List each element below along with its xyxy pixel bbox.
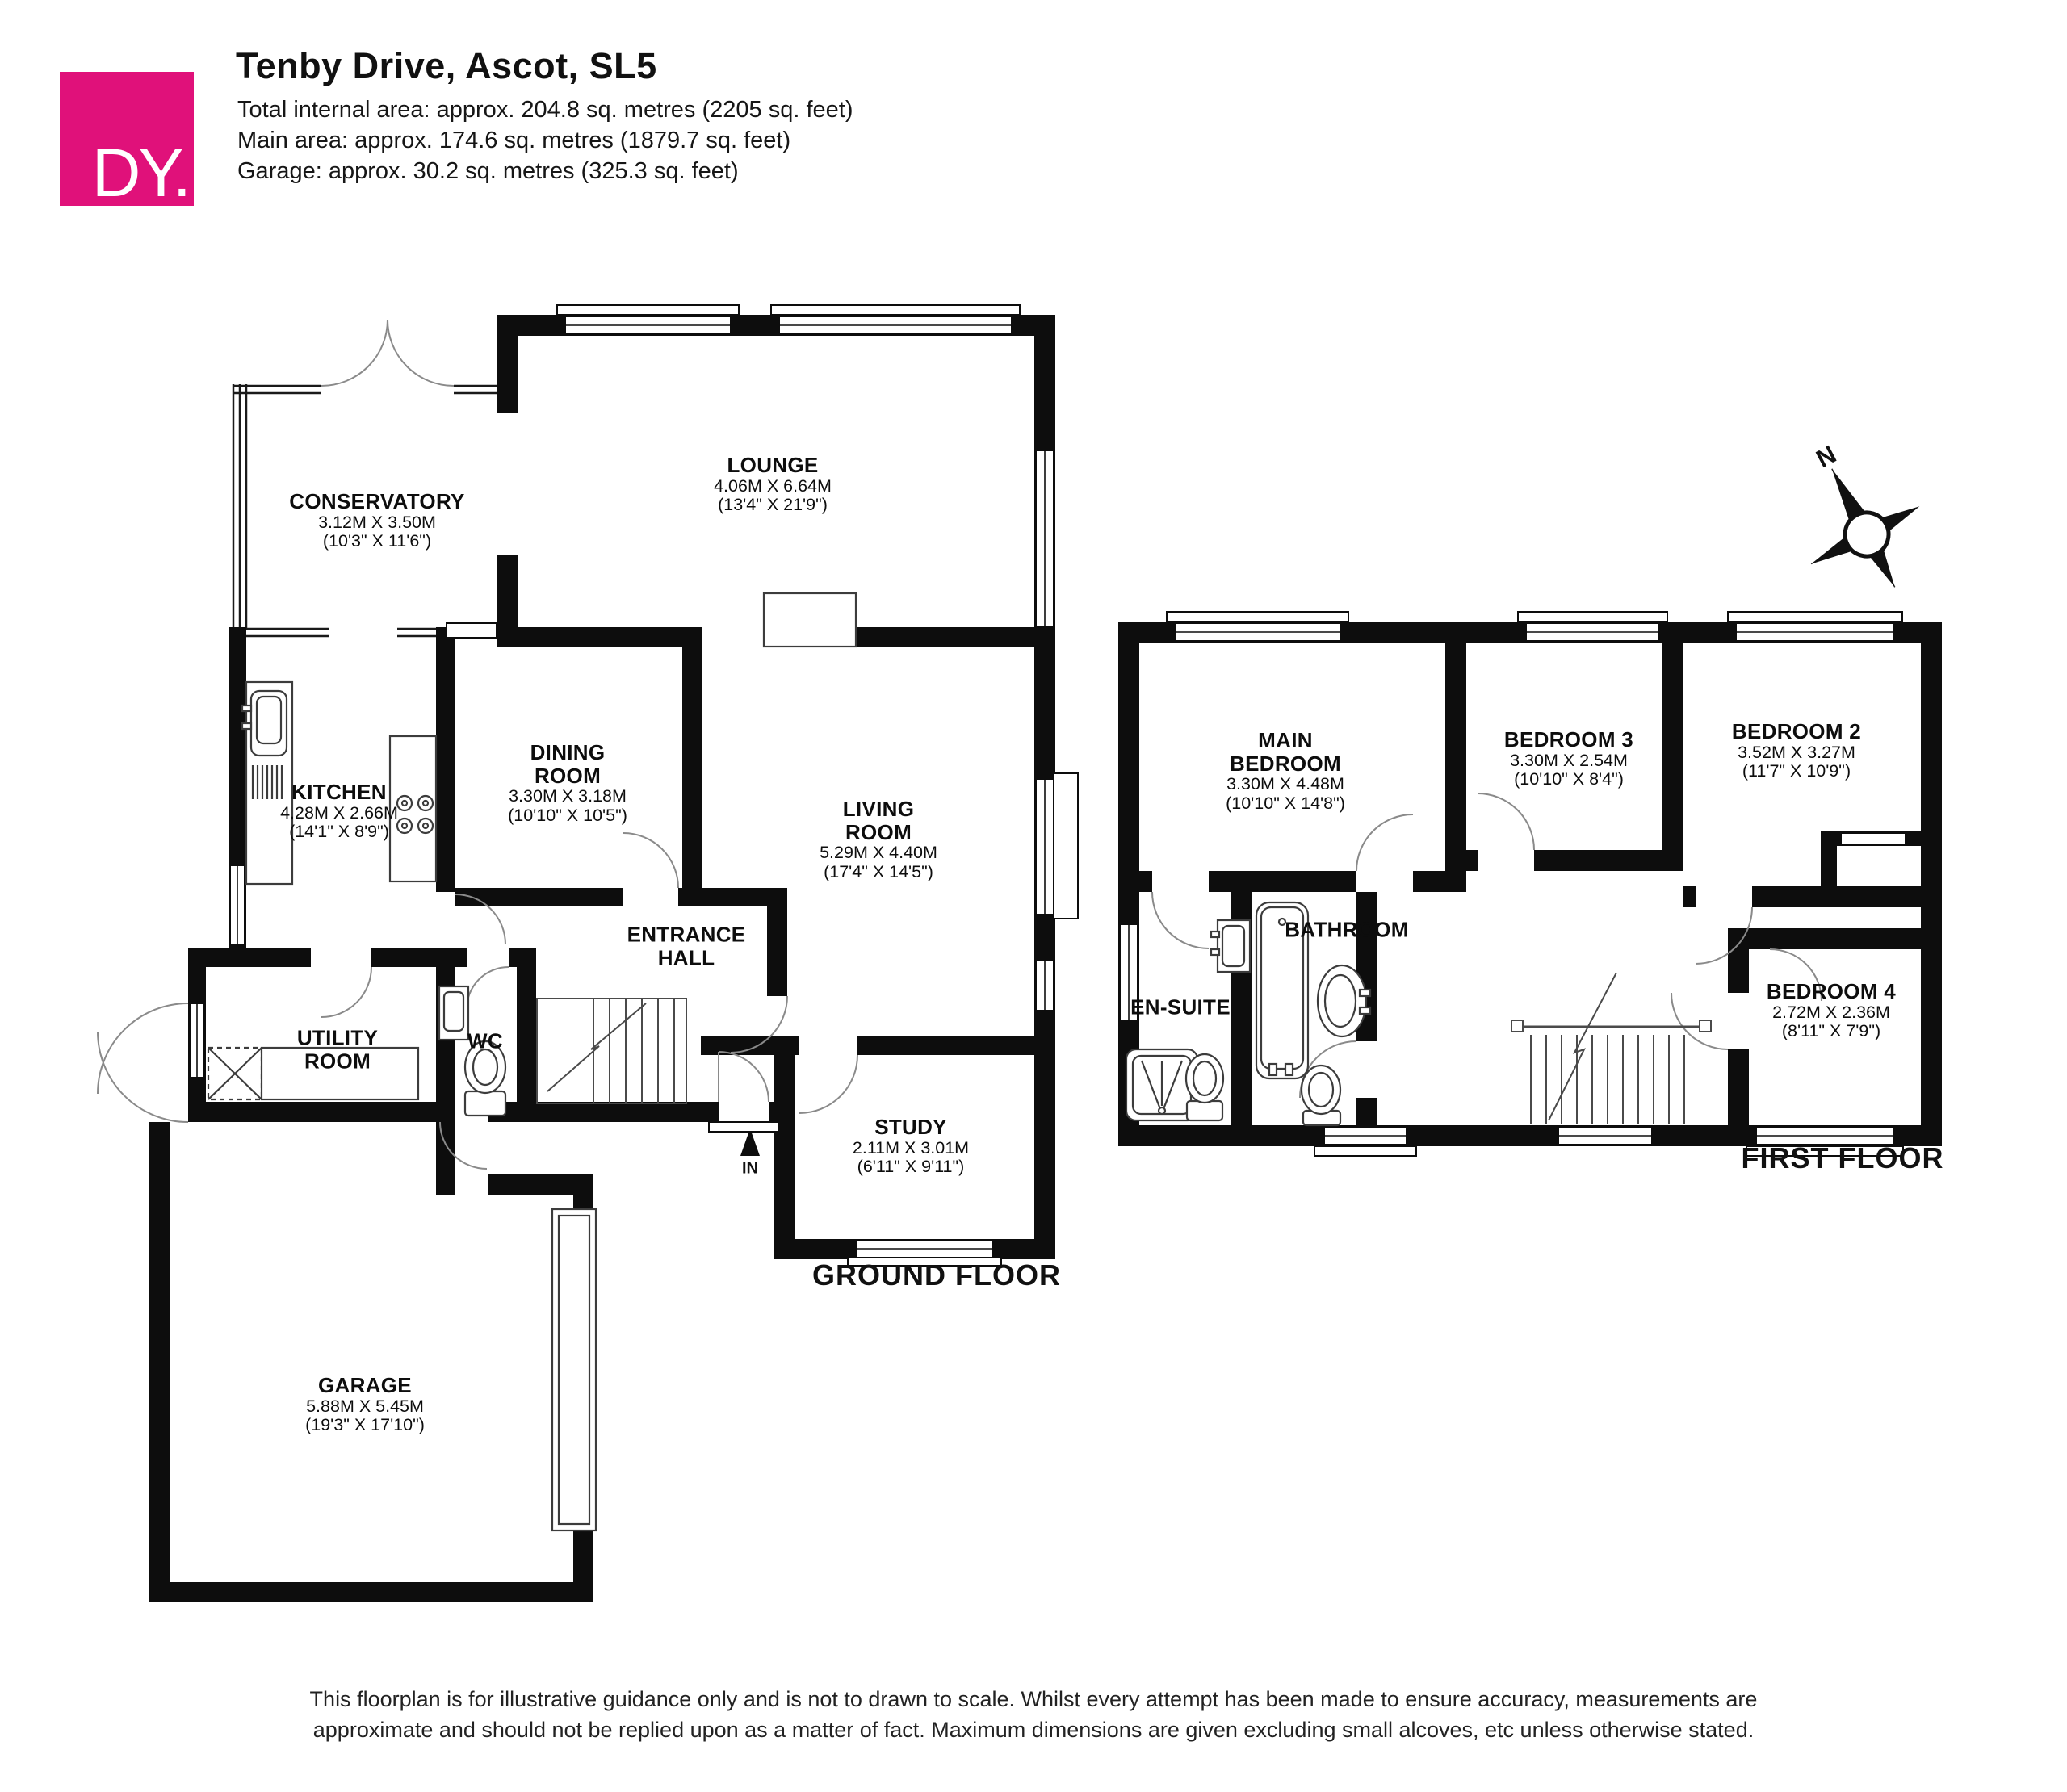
- first-floor-title: FIRST FLOOR: [1741, 1141, 1944, 1174]
- first-floor-plan: [1118, 612, 1942, 1156]
- room-label-living-room: LIVING ROOM 5.29M X 4.40M (17'4" X 14'5"): [820, 796, 937, 881]
- disclaimer-line-1: This floorplan is for illustrative guidance only and is not to drawn to scale. Whilst every attempt has been made to ensure accuracy, measurements are: [309, 1687, 1758, 1711]
- room-label-bedroom-3: BEDROOM 3 3.30M X 2.54M (10'10" X 8'4"): [1503, 727, 1634, 789]
- total-area-line: Total internal area: approx. 204.8 sq. metres (2205 sq. feet): [237, 97, 853, 123]
- entrance-in-label: IN: [742, 1159, 758, 1178]
- first-floor-doors: [1152, 793, 1822, 1098]
- fireplace: [764, 593, 856, 647]
- room-label-study: STUDY 2.11M X 3.01M (6'11" X 9'11"): [852, 1115, 970, 1177]
- agency-logo: [60, 72, 194, 211]
- agency-logo-text: DY.: [91, 135, 189, 211]
- ground-floor-plan: [98, 305, 1078, 1602]
- room-label-en-suite: EN-SUITE: [1130, 994, 1231, 1020]
- first-floor-stairs: [1511, 973, 1711, 1124]
- disclaimer-line-2: approximate and should not be replied upon as a matter of fact. Maximum dimensions are given excluding small alcoves, etc unless otherwise stated.: [312, 1718, 1755, 1742]
- room-label-dining-room: DINING ROOM 3.30M X 3.18M (10'10" X 10'5"): [508, 739, 627, 825]
- room-label-kitchen: KITCHEN 4.28M X 2.66M (14'1" X 8'9"): [280, 780, 398, 842]
- ground-floor-stairs: [537, 999, 686, 1103]
- page-title: Tenby Drive, Ascot, SL5: [236, 45, 657, 86]
- room-label-bedroom-4: BEDROOM 4 2.72M X 2.36M (8'11" X 7'9"): [1766, 979, 1897, 1041]
- room-label-conservatory: CONSERVATORY 3.12M X 3.50M (10'3" X 11'6"): [289, 489, 465, 551]
- room-label-wc: WC: [467, 1028, 503, 1053]
- room-label-bedroom-2: BEDROOM 2 3.52M X 3.27M (11'7" X 10'9"): [1731, 719, 1862, 781]
- garage-area-line: Garage: approx. 30.2 sq. metres (325.3 sq. feet): [237, 158, 739, 184]
- room-label-entrance-hall: ENTRANCE HALL: [627, 922, 746, 969]
- room-label-garage: GARAGE 5.88M X 5.45M (19'3" X 17'10"): [305, 1373, 425, 1435]
- entrance-in-arrow: [740, 1128, 760, 1156]
- compass-rose: [1776, 441, 1948, 617]
- ground-floor-title: GROUND FLOOR: [812, 1258, 1061, 1292]
- room-label-bathroom: BATHROOM: [1285, 917, 1409, 942]
- room-label-utility-room: UTILITY ROOM: [296, 1025, 379, 1073]
- compass-north-label: N: [1811, 439, 1841, 474]
- room-label-main-bedroom: MAIN BEDROOM 3.30M X 4.48M (10'10" X 14'8"): [1226, 727, 1345, 813]
- room-label-lounge: LOUNGE 4.06M X 6.64M (13'4" X 21'9"): [714, 453, 832, 515]
- ensuite-toilet: [1187, 1101, 1222, 1120]
- main-area-line: Main area: approx. 174.6 sq. metres (1879.7 sq. feet): [237, 128, 791, 153]
- wc-toilet: [465, 1091, 505, 1116]
